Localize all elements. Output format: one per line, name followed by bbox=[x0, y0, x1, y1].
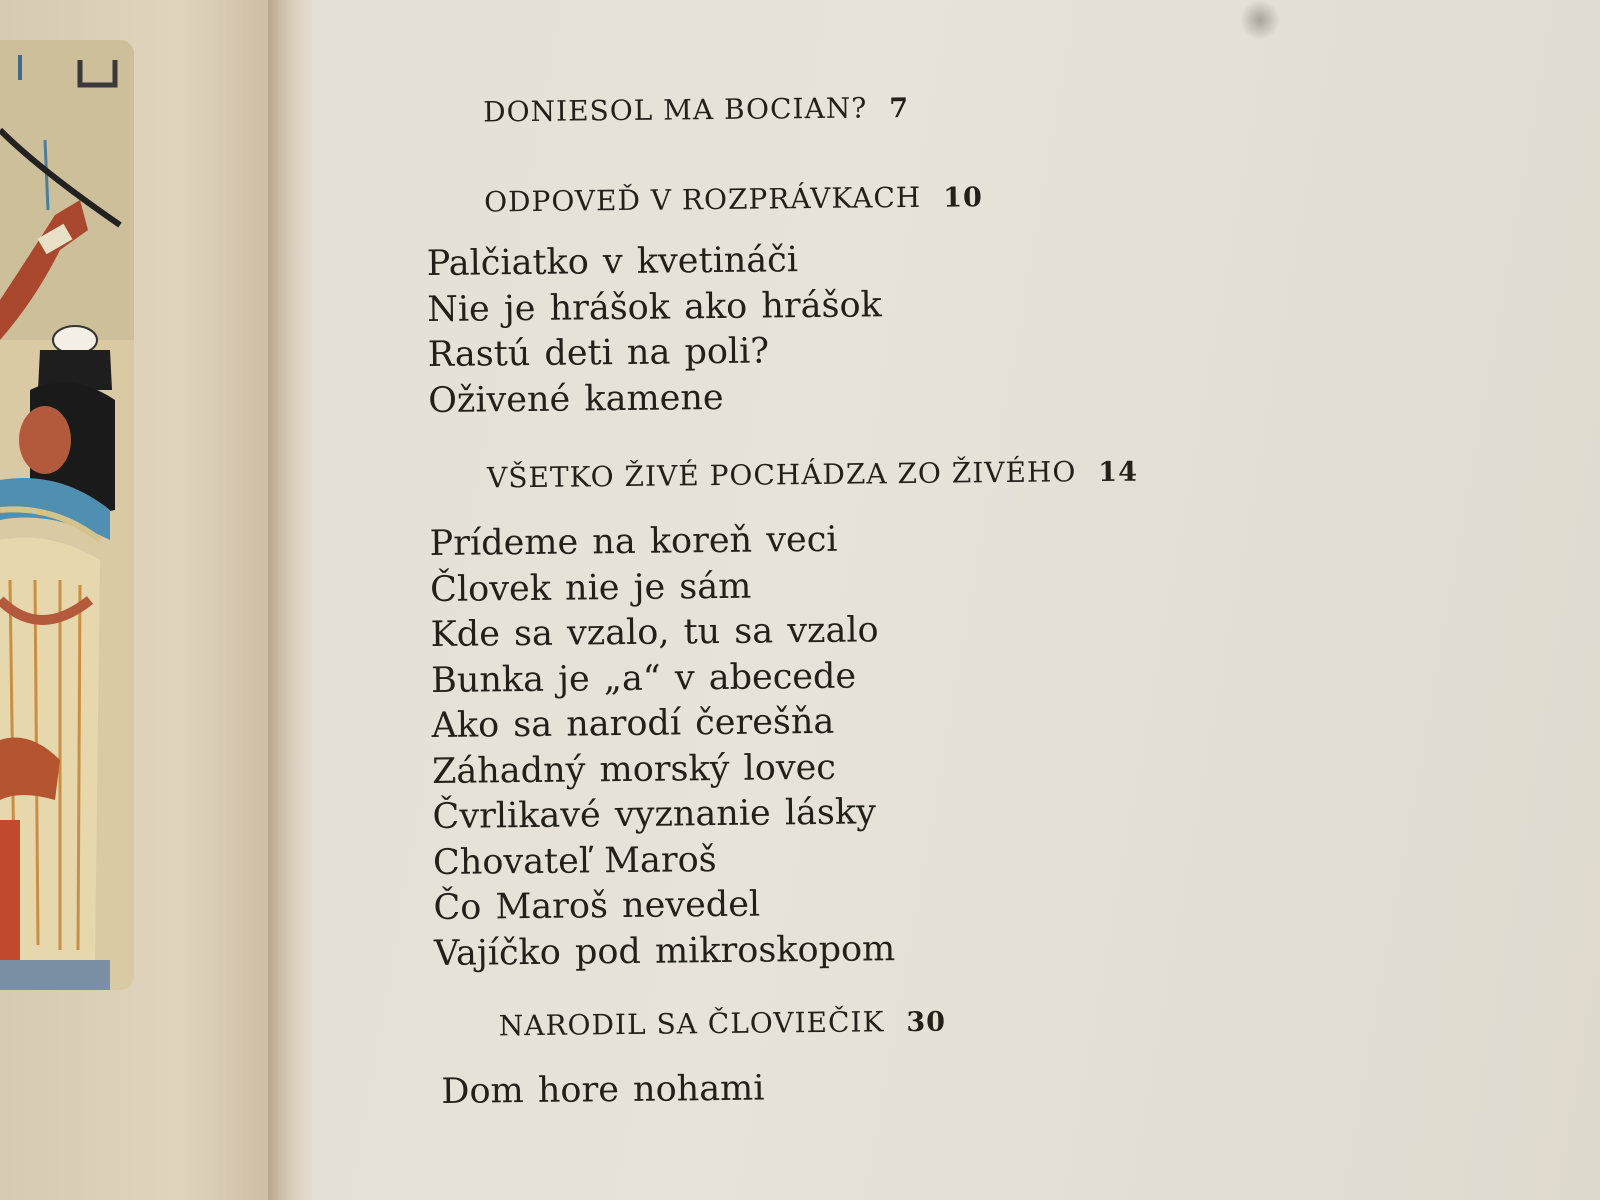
section-heading bbox=[499, 1005, 947, 1043]
book-gutter bbox=[268, 0, 312, 1200]
toc-entry: Záhadný morský lovec bbox=[431, 747, 837, 792]
page-number: 10 bbox=[943, 182, 983, 214]
toc-entry: Dom hore nohami bbox=[441, 1068, 765, 1112]
egyptian-illustration bbox=[0, 40, 134, 990]
toc-entry: Čo Maroš nevedel bbox=[433, 884, 761, 929]
left-page bbox=[0, 0, 300, 1200]
toc-entry: Bunka je „a“ v abecede bbox=[430, 656, 857, 701]
page-number: 14 bbox=[1098, 456, 1139, 489]
entry-list bbox=[441, 1067, 765, 1116]
entry-list bbox=[429, 517, 895, 977]
toc-entry: Oživené kamene bbox=[427, 377, 724, 421]
toc-entry: Prídeme na koreň veci bbox=[429, 519, 838, 565]
illustration-artwork bbox=[0, 40, 134, 990]
entry-list bbox=[427, 237, 883, 424]
page-number: 7 bbox=[889, 92, 910, 125]
section-heading bbox=[484, 180, 983, 218]
section-heading bbox=[487, 455, 1138, 495]
toc-entry: Rastú deti na poli? bbox=[427, 331, 770, 376]
toc-entry: Palčiatko v kvetináči bbox=[426, 240, 799, 285]
toc-entry: Nie je hrášok ako hrášok bbox=[427, 284, 882, 330]
toc-entry: Človek nie je sám bbox=[429, 566, 752, 610]
section-heading bbox=[483, 91, 909, 128]
toc-entry: Vajíčko pod mikroskopom bbox=[433, 928, 896, 974]
section-title: NARODIL SA ČLOVIEČIK bbox=[498, 1005, 885, 1043]
section-title: ODPOVEĎ V ROZPRÁVKACH bbox=[483, 180, 922, 219]
page-stain bbox=[1240, 0, 1280, 40]
toc-entry: Kde sa vzalo, tu sa vzalo bbox=[430, 610, 879, 656]
toc-entry: Ako sa narodí čerešňa bbox=[431, 701, 835, 747]
section-title: DONIESOL MA BOCIAN? bbox=[483, 91, 868, 129]
toc-entry: Čvrlikavé vyznanie lásky bbox=[432, 792, 877, 838]
page-number: 30 bbox=[906, 1006, 947, 1039]
toc-entry: Chovateľ Maroš bbox=[432, 839, 717, 883]
section-title: VŠETKO ŽIVÉ POCHÁDZA ZO ŽIVÉHO bbox=[486, 455, 1077, 495]
